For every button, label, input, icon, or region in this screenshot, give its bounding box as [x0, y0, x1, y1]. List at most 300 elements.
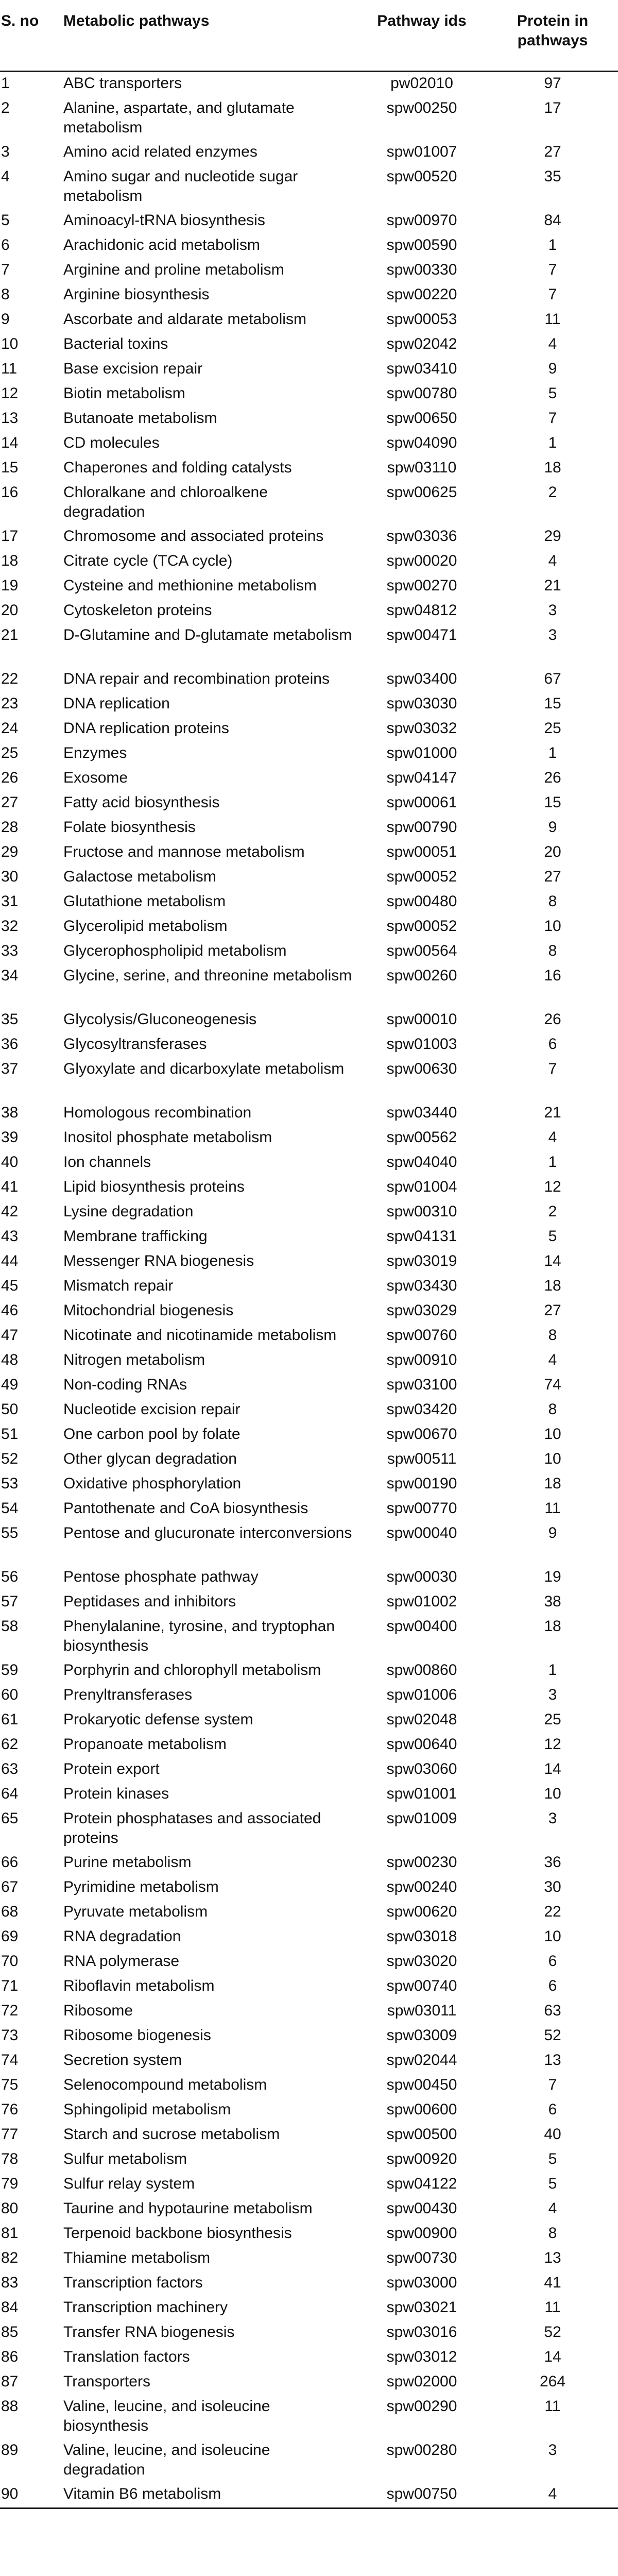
- cell-pathway-name: Chaperones and folding catalysts: [63, 459, 292, 476]
- cell-serial-number: 76: [1, 2100, 19, 2118]
- cell-serial-number: 46: [1, 1301, 19, 1319]
- table-row: [0, 1058, 618, 1101]
- header-metabolic-pathways: Metabolic pathways: [53, 0, 356, 71]
- cell-protein-count: 7: [548, 285, 557, 303]
- cell-serial-number: 10: [1, 335, 19, 352]
- table-row: [0, 283, 618, 308]
- table-row: [0, 2483, 618, 2509]
- table-row: [0, 1374, 618, 1398]
- table-row: [0, 1008, 618, 1033]
- cell-pathway-name: Glycerolipid metabolism: [63, 917, 228, 935]
- cell-protein-count: 10: [544, 1785, 561, 1802]
- cell-pathway-id: spw01001: [386, 1785, 457, 1802]
- cell-serial-number: 20: [1, 601, 19, 619]
- cell-pathway-id: spw03020: [386, 1952, 457, 1970]
- table-row: [0, 141, 618, 165]
- cell-protein-count: 5: [548, 2175, 557, 2192]
- table-row: [0, 1684, 618, 1708]
- cell-protein-count: 40: [544, 2125, 561, 2143]
- cell-protein-count: 1: [548, 744, 557, 761]
- cell-protein-count: 52: [544, 2026, 561, 2044]
- cell-pathway-name: Sulfur relay system: [63, 2175, 195, 2192]
- cell-serial-number: 70: [1, 1952, 19, 1970]
- cell-pathway-id: spw00240: [386, 1878, 457, 1895]
- cell-serial-number: 74: [1, 2051, 19, 2069]
- cell-protein-count: 21: [544, 1104, 561, 1121]
- cell-pathway-name: DNA replication proteins: [63, 719, 229, 737]
- table-row: [0, 2148, 618, 2173]
- cell-pathway-id: spw03021: [386, 2298, 457, 2316]
- cell-pathway-name: Nicotinate and nicotinamide metabolism: [63, 1326, 337, 1344]
- table-row: [0, 1398, 618, 1423]
- table-row: [0, 407, 618, 432]
- cell-pathway-id: spw04812: [386, 601, 457, 619]
- cell-serial-number: 40: [1, 1153, 19, 1171]
- cell-pathway-name: Riboflavin metabolism: [63, 1977, 215, 1994]
- table-row: [0, 1349, 618, 1374]
- table-row: [0, 668, 618, 692]
- cell-serial-number: 88: [1, 2397, 19, 2415]
- cell-protein-count: 15: [544, 694, 561, 712]
- table-row: [0, 2049, 618, 2074]
- cell-protein-count: 21: [544, 577, 561, 594]
- cell-pathway-name: Peptidases and inhibitors: [63, 1592, 236, 1610]
- cell-serial-number: 57: [1, 1592, 19, 1610]
- cell-pathway-name: Arginine and proline metabolism: [63, 261, 284, 278]
- cell-pathway-id: spw01007: [386, 143, 457, 160]
- cell-pathway-name: Cytoskeleton proteins: [63, 601, 212, 619]
- cell-pathway-name: Membrane trafficking: [63, 1227, 208, 1245]
- table-row: [0, 1151, 618, 1176]
- cell-pathway-id: spw00310: [386, 1202, 457, 1220]
- table-row: [0, 791, 618, 816]
- cell-protein-count: 14: [544, 2348, 561, 2365]
- table-row: [0, 1176, 618, 1200]
- cell-pathway-id: spw00230: [386, 1853, 457, 1871]
- cell-serial-number: 24: [1, 719, 19, 737]
- cell-protein-count: 41: [544, 2274, 561, 2291]
- cell-pathway-name: Glutathione metabolism: [63, 892, 226, 910]
- cell-pathway-name: Ribosome biogenesis: [63, 2026, 211, 2044]
- cell-serial-number: 83: [1, 2274, 19, 2291]
- cell-protein-count: 3: [548, 626, 557, 643]
- cell-serial-number: 44: [1, 1252, 19, 1269]
- cell-pathway-id: spw02042: [386, 335, 457, 352]
- cell-serial-number: 38: [1, 1104, 19, 1121]
- cell-serial-number: 53: [1, 1475, 19, 1492]
- cell-pathway-id: spw01004: [386, 1178, 457, 1195]
- cell-pathway-id: spw00020: [386, 552, 457, 569]
- cell-serial-number: 67: [1, 1878, 19, 1895]
- table-row: [0, 1275, 618, 1299]
- cell-serial-number: 2: [1, 99, 10, 116]
- table-row: [0, 2272, 618, 2296]
- table-row: [0, 1783, 618, 1807]
- table-row: [0, 624, 618, 668]
- cell-pathway-name: Nitrogen metabolism: [63, 1351, 205, 1368]
- cell-pathway-id: spw00520: [386, 167, 457, 185]
- cell-serial-number: 9: [1, 310, 10, 328]
- cell-pathway-name: Amino sugar and nucleotide sugar metabolism: [63, 167, 298, 205]
- cell-pathway-id: spw03110: [387, 459, 457, 476]
- cell-pathway-name: Chromosome and associated proteins: [63, 527, 324, 545]
- table-row: [0, 1733, 618, 1758]
- cell-pathway-name: Protein export: [63, 1760, 160, 1777]
- cell-protein-count: 30: [544, 1878, 561, 1895]
- cell-pathway-id: spw00920: [386, 2150, 457, 2167]
- cell-protein-count: 3: [548, 2441, 557, 2459]
- cell-protein-count: 10: [544, 1450, 561, 1467]
- table-row: [0, 1950, 618, 1975]
- table-row: [0, 1851, 618, 1876]
- cell-protein-count: 4: [548, 1351, 557, 1368]
- table-row: [0, 890, 618, 915]
- header-protein-in-pathways: Protein in pathways: [487, 0, 618, 71]
- cell-serial-number: 55: [1, 1524, 19, 1541]
- cell-serial-number: 54: [1, 1499, 19, 1517]
- cell-serial-number: 87: [1, 2372, 19, 2390]
- cell-serial-number: 48: [1, 1351, 19, 1368]
- cell-protein-count: 13: [544, 2249, 561, 2266]
- cell-pathway-name: Transporters: [63, 2372, 150, 2390]
- cell-pathway-name: Biotin metabolism: [63, 384, 185, 402]
- cell-pathway-name: Arachidonic acid metabolism: [63, 236, 260, 253]
- cell-protein-count: 52: [544, 2323, 561, 2341]
- cell-protein-count: 6: [548, 1977, 557, 1994]
- cell-protein-count: 10: [544, 917, 561, 935]
- cell-pathway-name: Mismatch repair: [63, 1277, 174, 1294]
- cell-serial-number: 45: [1, 1277, 19, 1294]
- cell-protein-count: 14: [544, 1252, 561, 1269]
- cell-serial-number: 18: [1, 552, 19, 569]
- cell-pathway-id: spw00780: [386, 384, 457, 402]
- cell-protein-count: 4: [487, 2483, 618, 2509]
- cell-pathway-name: Butanoate metabolism: [63, 409, 217, 427]
- cell-pathway-id: spw03420: [386, 1400, 457, 1418]
- cell-pathway-id: spw00750: [356, 2483, 487, 2509]
- cell-serial-number: 84: [1, 2298, 19, 2316]
- cell-protein-count: 7: [548, 1060, 557, 1077]
- cell-protein-count: 11: [544, 310, 561, 328]
- cell-pathway-id: spw03012: [386, 2348, 457, 2365]
- cell-pathway-id: spw03100: [386, 1376, 457, 1393]
- cell-pathway-name: Galactose metabolism: [63, 868, 216, 885]
- cell-protein-count: 16: [544, 967, 561, 984]
- cell-serial-number: 28: [1, 818, 19, 836]
- table-row: [0, 2074, 618, 2098]
- cell-pathway-name: Glycerophospholipid metabolism: [63, 942, 287, 959]
- cell-pathway-id: spw00250: [386, 99, 457, 116]
- cell-pathway-id: spw00640: [386, 1735, 457, 1753]
- cell-protein-count: 3: [548, 601, 557, 619]
- cell-serial-number: 85: [1, 2323, 19, 2341]
- cell-serial-number: 58: [1, 1617, 19, 1635]
- cell-protein-count: 2: [548, 1202, 557, 1220]
- cell-pathway-id: spw04147: [386, 769, 457, 786]
- cell-protein-count: 10: [544, 1927, 561, 1945]
- cell-pathway-name: Fatty acid biosynthesis: [63, 793, 220, 811]
- cell-serial-number: 12: [1, 384, 19, 402]
- table-row: [0, 2296, 618, 2321]
- table-row: [0, 1615, 618, 1659]
- cell-pathway-id: spw00900: [386, 2224, 457, 2242]
- cell-serial-number: 16: [1, 483, 19, 501]
- cell-pathway-name: Bacterial toxins: [63, 335, 168, 352]
- cell-protein-count: 9: [548, 360, 557, 377]
- cell-pathway-id: spw00740: [386, 1977, 457, 1994]
- table-row: [0, 1033, 618, 1058]
- cell-pathway-name: Valine, leucine, and isoleucine biosynthesis: [63, 2397, 270, 2434]
- table-row: [0, 1590, 618, 1615]
- cell-pathway-name: DNA repair and recombination proteins: [63, 670, 330, 687]
- cell-pathway-id: spw00860: [386, 1661, 457, 1679]
- table-row: [0, 358, 618, 382]
- table-row: [0, 1925, 618, 1950]
- cell-protein-count: 26: [544, 769, 561, 786]
- cell-protein-count: 11: [544, 2397, 561, 2415]
- cell-pathway-id: spw03032: [386, 719, 457, 737]
- table-row: [0, 742, 618, 767]
- table-row: [0, 1200, 618, 1225]
- cell-serial-number: 60: [1, 1686, 19, 1703]
- cell-protein-count: 84: [544, 211, 561, 229]
- table-row: [0, 333, 618, 358]
- cell-pathway-id: spw04131: [386, 1227, 457, 1245]
- cell-pathway-name: Base excision repair: [63, 360, 203, 377]
- cell-serial-number: 15: [1, 459, 19, 476]
- cell-serial-number: 62: [1, 1735, 19, 1753]
- cell-pathway-id: spw00400: [386, 1617, 457, 1635]
- cell-pathway-name: Oxidative phosphorylation: [63, 1475, 242, 1492]
- cell-pathway-id: spw00564: [386, 942, 457, 959]
- table-row: [0, 2247, 618, 2272]
- cell-serial-number: 79: [1, 2175, 19, 2192]
- cell-protein-count: 3: [548, 1809, 557, 1827]
- cell-serial-number: 19: [1, 577, 19, 594]
- table-row: [0, 209, 618, 234]
- table-row: [0, 1448, 618, 1472]
- table-row: [0, 2173, 618, 2197]
- cell-pathway-id: spw00760: [386, 1326, 457, 1344]
- cell-protein-count: 5: [548, 1227, 557, 1245]
- cell-pathway-id: spw00030: [386, 1568, 457, 1585]
- cell-protein-count: 5: [548, 384, 557, 402]
- cell-pathway-id: spw00430: [386, 2199, 457, 2217]
- cell-protein-count: 11: [544, 2298, 561, 2316]
- cell-serial-number: 78: [1, 2150, 19, 2167]
- cell-serial-number: 65: [1, 1809, 19, 1827]
- cell-protein-count: 35: [544, 167, 561, 185]
- cell-pathway-id: spw00910: [386, 1351, 457, 1368]
- cell-serial-number: 30: [1, 868, 19, 885]
- cell-pathway-id: spw00625: [386, 483, 457, 501]
- table-row: [0, 767, 618, 791]
- cell-serial-number: 37: [1, 1060, 19, 1077]
- cell-pathway-name: CD molecules: [63, 434, 160, 451]
- table-row: [0, 1522, 618, 1566]
- cell-pathway-name: Transcription factors: [63, 2274, 203, 2291]
- cell-protein-count: 9: [548, 1524, 557, 1541]
- cell-protein-count: 4: [548, 552, 557, 569]
- cell-serial-number: 82: [1, 2249, 19, 2266]
- cell-serial-number: 35: [1, 1010, 19, 1028]
- cell-serial-number: 51: [1, 1425, 19, 1443]
- cell-serial-number: 4: [1, 167, 10, 185]
- table-row: [0, 1708, 618, 1733]
- cell-protein-count: 8: [548, 892, 557, 910]
- table-row: [0, 692, 618, 717]
- cell-protein-count: 18: [544, 459, 561, 476]
- cell-pathway-id: spw00260: [386, 967, 457, 984]
- cell-pathway-id: spw00471: [386, 626, 457, 643]
- cell-pathway-id: spw00330: [386, 261, 457, 278]
- cell-protein-count: 17: [544, 99, 561, 116]
- cell-protein-count: 1: [548, 236, 557, 253]
- table-row: [0, 1423, 618, 1448]
- cell-pathway-name: Inositol phosphate metabolism: [63, 1128, 272, 1146]
- table-row: [0, 1901, 618, 1925]
- cell-pathway-name: Purine metabolism: [63, 1853, 192, 1871]
- cell-pathway-id: pw02010: [390, 74, 453, 92]
- cell-pathway-name: Alanine, aspartate, and glutamate metabolism: [63, 99, 295, 136]
- table-body: [0, 71, 618, 2508]
- cell-pathway-name: Enzymes: [63, 744, 127, 761]
- cell-pathway-id: spw03410: [386, 360, 457, 377]
- cell-serial-number: 41: [1, 1178, 19, 1195]
- table-row: [0, 599, 618, 624]
- cell-protein-count: 27: [544, 143, 561, 160]
- cell-serial-number: 23: [1, 694, 19, 712]
- cell-pathway-name: Non-coding RNAs: [63, 1376, 187, 1393]
- cell-pathway-id: spw00040: [386, 1524, 457, 1541]
- cell-serial-number: 49: [1, 1376, 19, 1393]
- cell-pathway-name: Aminoacyl-tRNA biosynthesis: [63, 211, 265, 229]
- cell-protein-count: 6: [548, 1952, 557, 1970]
- cell-protein-count: 264: [539, 2372, 566, 2390]
- cell-protein-count: 8: [548, 2224, 557, 2242]
- cell-pathway-id: spw00480: [386, 892, 457, 910]
- cell-pathway-name: Prokaryotic defense system: [63, 1710, 253, 1728]
- cell-pathway-name: Protein kinases: [63, 1785, 169, 1802]
- cell-pathway-id: spw00600: [386, 2100, 457, 2118]
- cell-protein-count: 4: [548, 335, 557, 352]
- cell-protein-count: 6: [548, 1035, 557, 1053]
- table-row: [0, 1324, 618, 1349]
- table-row: [0, 1472, 618, 1497]
- cell-protein-count: 25: [544, 1710, 561, 1728]
- table-row: [0, 1807, 618, 1851]
- cell-pathway-name: Taurine and hypotaurine metabolism: [63, 2199, 313, 2217]
- cell-pathway-id: spw00500: [386, 2125, 457, 2143]
- cell-pathway-name: Citrate cycle (TCA cycle): [63, 552, 233, 569]
- table-row: [0, 1497, 618, 1522]
- cell-pathway-name: Ascorbate and aldarate metabolism: [63, 310, 306, 328]
- table-row: [0, 1101, 618, 1126]
- cell-pathway-id: spw00970: [386, 211, 457, 229]
- cell-protein-count: 2: [548, 483, 557, 501]
- cell-pathway-name: Sphingolipid metabolism: [63, 2100, 231, 2118]
- cell-serial-number: 13: [1, 409, 19, 427]
- cell-pathway-name: Transcription machinery: [63, 2298, 228, 2316]
- cell-protein-count: 15: [544, 793, 561, 811]
- cell-pathway-name: Fructose and mannose metabolism: [63, 843, 305, 860]
- cell-protein-count: 18: [544, 1475, 561, 1492]
- cell-pathway-name: DNA replication: [63, 694, 170, 712]
- cell-pathway-name: Pentose phosphate pathway: [63, 1568, 259, 1585]
- cell-protein-count: 1: [548, 1153, 557, 1171]
- cell-serial-number: 68: [1, 1903, 19, 1920]
- cell-protein-count: 29: [544, 527, 561, 545]
- cell-pathway-name: Folate biosynthesis: [63, 818, 196, 836]
- cell-pathway-id: spw00790: [386, 818, 457, 836]
- cell-serial-number: 27: [1, 793, 19, 811]
- table-row: [0, 1758, 618, 1783]
- cell-pathway-name: Homologous recombination: [63, 1104, 252, 1121]
- cell-serial-number: 73: [1, 2026, 19, 2044]
- cell-pathway-name: Messenger RNA biogenesis: [63, 1252, 254, 1269]
- cell-pathway-id: spw04122: [386, 2175, 457, 2192]
- cell-pathway-name: Thiamine metabolism: [63, 2249, 211, 2266]
- cell-pathway-id: spw03000: [386, 2274, 457, 2291]
- cell-protein-count: 25: [544, 719, 561, 737]
- cell-protein-count: 8: [548, 1400, 557, 1418]
- header-row: [0, 0, 618, 71]
- cell-protein-count: 38: [544, 1592, 561, 1610]
- cell-pathway-name: Porphyrin and chlorophyll metabolism: [63, 1661, 321, 1679]
- cell-pathway-id: spw03009: [386, 2026, 457, 2044]
- cell-pathway-name: Protein phosphatases and associated proteins: [63, 1809, 321, 1846]
- cell-serial-number: 26: [1, 769, 19, 786]
- cell-protein-count: 63: [544, 2002, 561, 2019]
- table-row: [0, 550, 618, 574]
- cell-serial-number: 89: [1, 2441, 19, 2459]
- cell-serial-number: 75: [1, 2076, 19, 2093]
- cell-pathway-name: One carbon pool by folate: [63, 1425, 241, 1443]
- table-row: [0, 308, 618, 333]
- cell-pathway-name: Amino acid related enzymes: [63, 143, 258, 160]
- cell-protein-count: 9: [548, 818, 557, 836]
- cell-pathway-name: Arginine biosynthesis: [63, 285, 210, 303]
- table-row: [0, 259, 618, 283]
- cell-pathway-id: spw01000: [386, 744, 457, 761]
- cell-serial-number: 8: [1, 285, 10, 303]
- cell-protein-count: 8: [548, 1326, 557, 1344]
- cell-pathway-id: spw04090: [386, 434, 457, 451]
- cell-serial-number: 5: [1, 211, 10, 229]
- cell-pathway-name: RNA degradation: [63, 1927, 181, 1945]
- cell-pathway-id: spw00190: [386, 1475, 457, 1492]
- cell-pathway-name: Pentose and glucuronate interconversions: [63, 1524, 352, 1541]
- cell-serial-number: 86: [1, 2348, 19, 2365]
- cell-protein-count: 10: [544, 1425, 561, 1443]
- cell-pathway-name: Lysine degradation: [63, 1202, 194, 1220]
- table-row: [0, 2346, 618, 2370]
- table-row: [0, 717, 618, 742]
- cell-pathway-name: Mitochondrial biogenesis: [63, 1301, 234, 1319]
- cell-pathway-id: spw03036: [386, 527, 457, 545]
- cell-serial-number: 22: [1, 670, 19, 687]
- cell-pathway-id: spw02048: [386, 1710, 457, 1728]
- header-pathway-ids: Pathway ids: [356, 0, 487, 71]
- table-row: [0, 1566, 618, 1590]
- cell-pathway-id: spw02044: [386, 2051, 457, 2069]
- cell-protein-count: 3: [548, 1686, 557, 1703]
- cell-serial-number: 64: [1, 1785, 19, 1802]
- table-row: [0, 165, 618, 209]
- cell-pathway-id: spw00650: [386, 409, 457, 427]
- cell-protein-count: 74: [544, 1376, 561, 1393]
- table-row: [0, 964, 618, 1008]
